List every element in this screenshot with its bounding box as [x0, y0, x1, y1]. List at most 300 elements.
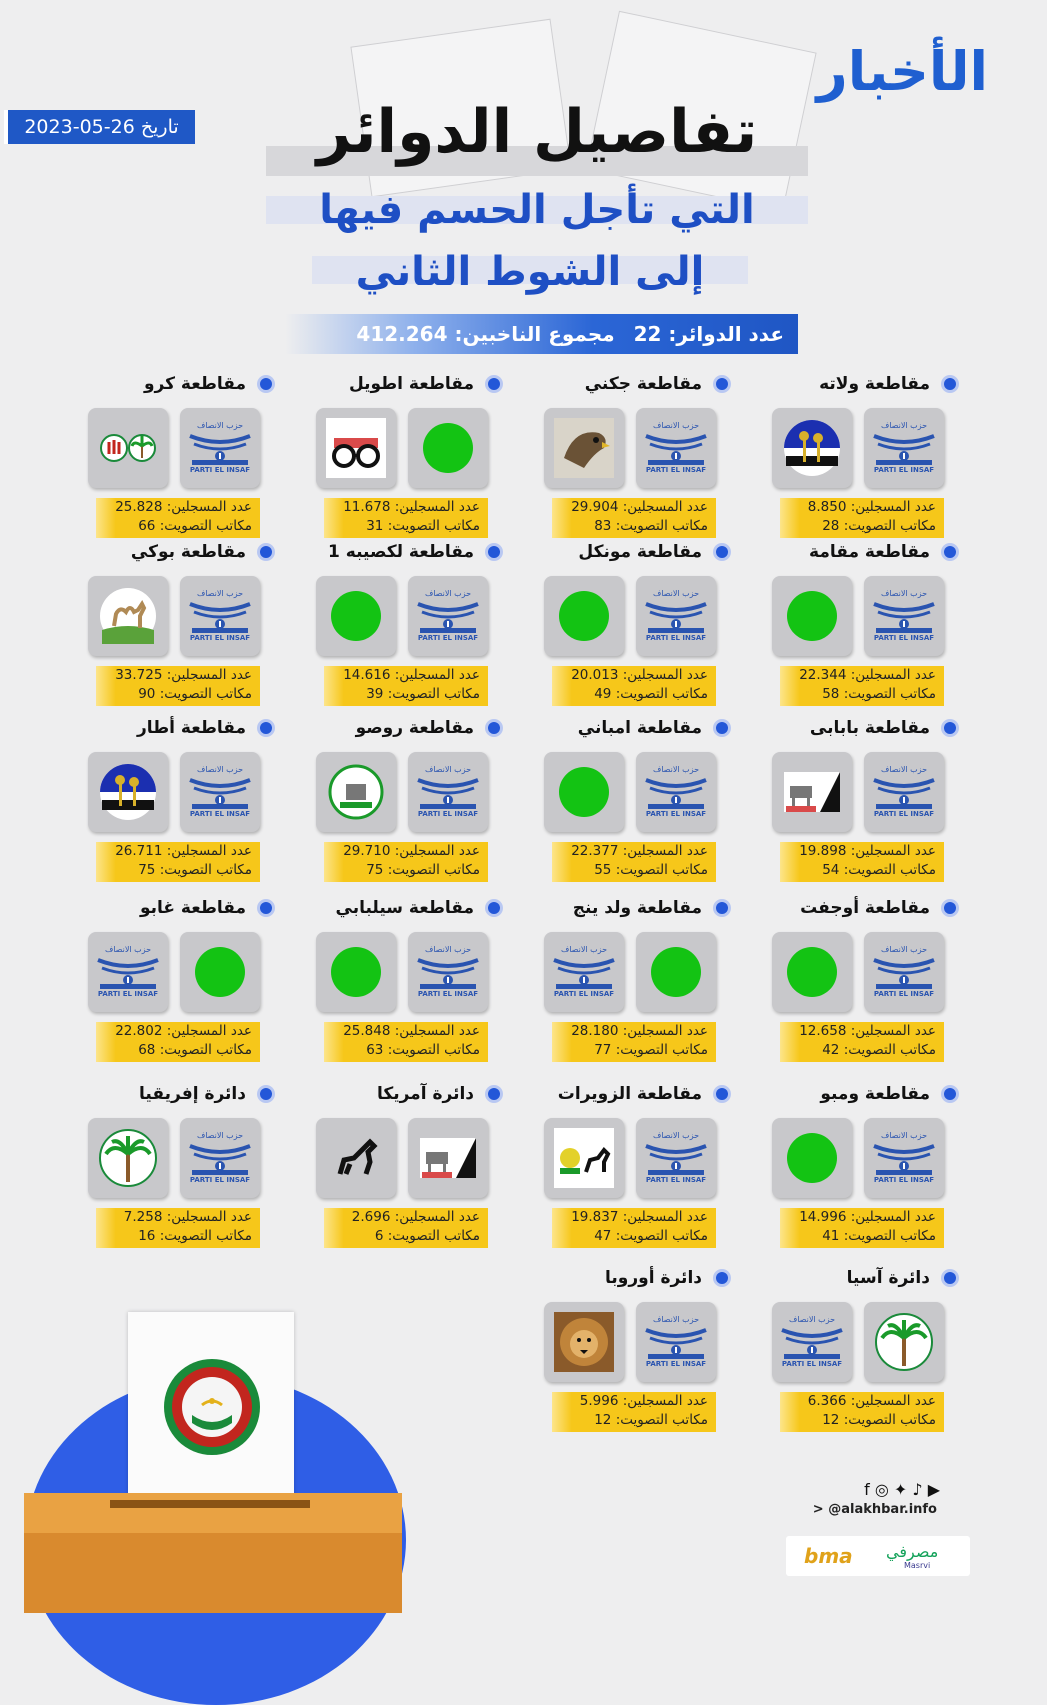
bullet-dot-icon [488, 1088, 500, 1100]
insaf-logo-top: حزب الانصاف [196, 589, 244, 598]
registered-value: 8.850 [807, 499, 847, 515]
offices-label: مكاتب التصويت: [615, 1228, 708, 1244]
offices-label: مكاتب التصويت: [159, 686, 252, 702]
offices-label: مكاتب التصويت: [387, 686, 480, 702]
insaf-scale-icon [864, 408, 944, 488]
offices-label: مكاتب التصويت: [387, 518, 480, 534]
district-info-box [324, 842, 488, 882]
party-logo-tile [408, 576, 488, 656]
party-logo-tile [316, 408, 396, 488]
registered-label: عدد المسجلين: [622, 499, 708, 515]
bullet-dot-icon [716, 546, 728, 558]
offices-value: 31 [366, 518, 384, 534]
registered-value: 28.180 [571, 1023, 619, 1039]
district-name: مقاطعة مونكل [578, 542, 702, 562]
registered-label: عدد المسجلين: [622, 1393, 708, 1409]
offices-label: مكاتب التصويت: [843, 1042, 936, 1058]
party-logo-tile [636, 932, 716, 1012]
insaf-logo-bottom: PARTI EL INSAF [553, 990, 615, 998]
insaf-logo-bottom: PARTI EL INSAF [781, 1360, 843, 1368]
party-logo-tile [180, 1118, 260, 1198]
bullet-dot-icon [944, 546, 956, 558]
insaf-party-logo [180, 408, 260, 488]
insaf-logo-bottom: PARTI EL INSAF [873, 466, 935, 474]
district-heading [92, 372, 272, 396]
district-info-box [96, 842, 260, 882]
district-card [776, 716, 956, 876]
district-heading [320, 716, 500, 740]
insaf-party-logo [864, 408, 944, 488]
registered-value: 26.711 [115, 843, 163, 859]
district-heading [776, 1266, 956, 1290]
offices-value: 83 [594, 518, 612, 534]
horse-emblem [326, 1128, 386, 1188]
bullet-dot-icon [944, 1272, 956, 1284]
insaf-logo-top: حزب الانصاف [652, 765, 700, 774]
district-heading [92, 716, 272, 740]
district-name: مقاطعة ومبو [820, 1084, 930, 1104]
insaf-logo-bottom: PARTI EL INSAF [645, 466, 707, 474]
insaf-logo-top: حزب الانصاف [880, 1131, 928, 1140]
district-card [92, 896, 272, 1056]
offices-value: 75 [138, 862, 156, 878]
offices-label: مكاتب التصويت: [615, 862, 708, 878]
district-name: مقاطعة جكني [584, 374, 702, 394]
lion-emblem [554, 1312, 614, 1372]
registered-value: 5.996 [579, 1393, 619, 1409]
district-card [548, 540, 728, 700]
district-info-box [780, 1022, 944, 1062]
insaf-logo-top: حزب الانصاف [880, 421, 928, 430]
registered-label: عدد المسجلين: [850, 667, 936, 683]
insaf-party-logo [636, 752, 716, 832]
registered-value: 11.678 [343, 499, 391, 515]
party-logo-tile [88, 576, 168, 656]
insaf-logo-top: حزب الانصاف [196, 1131, 244, 1140]
registered-value: 29.904 [571, 499, 619, 515]
district-info-box [96, 1208, 260, 1248]
party-logo-tile [864, 932, 944, 1012]
insaf-scale-icon [180, 1118, 260, 1198]
insaf-party-logo [636, 1302, 716, 1382]
registered-value: 14.616 [343, 667, 391, 683]
bullet-dot-icon [944, 1088, 956, 1100]
party-logo-tile [544, 1118, 624, 1198]
palm-emblem [874, 1312, 934, 1372]
district-info-box [552, 1022, 716, 1062]
insaf-scale-icon [408, 932, 488, 1012]
registered-label: عدد المسجلين: [850, 1209, 936, 1225]
offices-value: 42 [822, 1042, 840, 1058]
district-heading [92, 896, 272, 920]
offices-value: 58 [822, 686, 840, 702]
party-logo-tile [316, 1118, 396, 1198]
offices-value: 66 [138, 518, 156, 534]
offices-label: مكاتب التصويت: [843, 862, 936, 878]
insaf-logo-bottom: PARTI EL INSAF [189, 1176, 251, 1184]
party-logo-tile [180, 932, 260, 1012]
insaf-scale-icon [864, 576, 944, 656]
registered-label: عدد المسجلين: [622, 1023, 708, 1039]
district-info-box [552, 666, 716, 706]
green-circle-logo [331, 947, 381, 997]
district-card [776, 896, 956, 1056]
party-logo-tile [636, 752, 716, 832]
offices-value: 77 [594, 1042, 612, 1058]
registered-value: 22.377 [571, 843, 619, 859]
offices-value: 54 [822, 862, 840, 878]
insaf-logo-bottom: PARTI EL INSAF [189, 634, 251, 642]
party-logo-tile [772, 408, 852, 488]
party-logo-tile [180, 752, 260, 832]
app-horse-emblem [554, 1128, 614, 1188]
offices-value: 63 [366, 1042, 384, 1058]
district-heading [548, 896, 728, 920]
registered-label: عدد المسجلين: [850, 499, 936, 515]
district-info-box [324, 1208, 488, 1248]
insaf-logo-top: حزب الانصاف [652, 1315, 700, 1324]
registered-value: 14.996 [799, 1209, 847, 1225]
party-logo-tile [88, 1118, 168, 1198]
offices-label: مكاتب التصويت: [159, 862, 252, 878]
social-icons[interactable] [820, 1480, 940, 1500]
bullet-dot-icon [716, 1088, 728, 1100]
cow-flag-emblem [418, 1128, 478, 1188]
district-name: مقاطعة بوكي [130, 542, 246, 562]
green-circle-logo [651, 947, 701, 997]
offices-label: مكاتب التصويت: [615, 1042, 708, 1058]
registered-label: عدد المسجلين: [622, 1209, 708, 1225]
party-logo-tile [180, 576, 260, 656]
registered-value: 7.258 [123, 1209, 163, 1225]
district-info-box [552, 1392, 716, 1432]
offices-label: مكاتب التصويت: [615, 1412, 708, 1428]
insaf-party-logo [864, 576, 944, 656]
insaf-party-logo [408, 932, 488, 1012]
district-card [92, 372, 272, 532]
offices-label: مكاتب التصويت: [615, 686, 708, 702]
district-name: مقاطعة الزويرات [557, 1084, 702, 1104]
district-card [92, 540, 272, 700]
insaf-logo-bottom: PARTI EL INSAF [873, 634, 935, 642]
district-name: دائرة آمريكا [376, 1084, 474, 1104]
offices-label: مكاتب التصويت: [843, 686, 936, 702]
insaf-party-logo [180, 1118, 260, 1198]
district-info-box [96, 666, 260, 706]
offices-value: 28 [822, 518, 840, 534]
party-logo-tile [636, 408, 716, 488]
party-logo-tile [864, 1302, 944, 1382]
insaf-logo-bottom: PARTI EL INSAF [645, 1176, 707, 1184]
district-info-box [96, 1022, 260, 1062]
party-logo-tile [636, 1118, 716, 1198]
green-circle-logo [331, 591, 381, 641]
district-heading [320, 896, 500, 920]
insaf-scale-icon [772, 1302, 852, 1382]
bullet-dot-icon [716, 1272, 728, 1284]
offices-label: مكاتب التصويت: [843, 1412, 936, 1428]
district-card [776, 540, 956, 700]
party-logo-tile [544, 752, 624, 832]
registered-label: عدد المسجلين: [166, 1209, 252, 1225]
registered-value: 20.013 [571, 667, 619, 683]
district-info-box [552, 498, 716, 538]
district-heading [320, 540, 500, 564]
party-logo-tile [772, 752, 852, 832]
insaf-logo-bottom: PARTI EL INSAF [189, 466, 251, 474]
district-card [776, 1266, 956, 1426]
party-logo-tile [316, 932, 396, 1012]
palm-emblem [98, 1128, 158, 1188]
registered-value: 19.898 [799, 843, 847, 859]
insaf-scale-icon [636, 408, 716, 488]
party-logo-tile [544, 1302, 624, 1382]
district-name: مقاطعة أوجفت [800, 898, 930, 918]
district-heading [776, 896, 956, 920]
insaf-logo-bottom: PARTI EL INSAF [645, 810, 707, 818]
district-heading [320, 372, 500, 396]
insaf-scale-icon [180, 752, 260, 832]
insaf-logo-top: حزب الانصاف [652, 589, 700, 598]
district-heading [548, 1082, 728, 1106]
district-name: مقاطعة امباني [577, 718, 702, 738]
registered-value: 6.366 [807, 1393, 847, 1409]
district-name: دائرة إفريقيا [139, 1084, 246, 1104]
insaf-logo-top: حزب الانصاف [788, 1315, 836, 1324]
insaf-party-logo [180, 752, 260, 832]
subtitle-line-2: إلى الشوط الثاني [355, 249, 705, 295]
registered-value: 22.802 [115, 1023, 163, 1039]
insaf-party-logo [88, 932, 168, 1012]
registered-value: 33.725 [115, 667, 163, 683]
insaf-scale-icon [408, 752, 488, 832]
district-card [320, 540, 500, 700]
insaf-logo-top: حزب الانصاف [652, 1131, 700, 1140]
offices-value: 16 [138, 1228, 156, 1244]
registered-label: عدد المسجلين: [166, 499, 252, 515]
social-glyphs: f ◎ ✦ ♪ ▶ [864, 1480, 940, 1499]
bullet-dot-icon [944, 902, 956, 914]
district-name: مقاطعة روصو [355, 718, 474, 738]
insaf-party-logo [864, 1118, 944, 1198]
district-name: مقاطعة أطار [137, 718, 246, 738]
district-info-box [324, 666, 488, 706]
offices-value: 12 [822, 1412, 840, 1428]
district-card [320, 716, 500, 876]
bullet-dot-icon [488, 378, 500, 390]
palm-hand-emblem [98, 418, 158, 478]
keys-flag-emblem [98, 762, 158, 822]
insaf-scale-icon [636, 1302, 716, 1382]
offices-value: 41 [822, 1228, 840, 1244]
party-logo-tile [544, 408, 624, 488]
insaf-party-logo [180, 576, 260, 656]
bullet-dot-icon [260, 546, 272, 558]
lecap-emblem [326, 762, 386, 822]
insaf-party-logo [636, 1118, 716, 1198]
green-circle-logo [423, 423, 473, 473]
insaf-party-logo [544, 932, 624, 1012]
insaf-scale-icon [544, 932, 624, 1012]
ballot-box-lid [24, 1493, 402, 1533]
party-logo-tile [316, 576, 396, 656]
district-card [548, 1266, 728, 1426]
district-heading [92, 540, 272, 564]
registered-value: 29.710 [343, 843, 391, 859]
registered-label: عدد المسجلين: [850, 1393, 936, 1409]
bullet-dot-icon [488, 902, 500, 914]
district-name: مقاطعة اطويل [348, 374, 474, 394]
offices-label: مكاتب التصويت: [159, 518, 252, 534]
district-heading [776, 540, 956, 564]
registered-label: عدد المسجلين: [622, 843, 708, 859]
keys-flag-emblem [782, 418, 842, 478]
district-info-box [780, 498, 944, 538]
district-info-box [552, 842, 716, 882]
registered-label: عدد المسجلين: [622, 667, 708, 683]
party-logo-tile [772, 576, 852, 656]
registered-label: عدد المسجلين: [166, 667, 252, 683]
registered-label: عدد المسجلين: [394, 843, 480, 859]
insaf-logo-bottom: PARTI EL INSAF [873, 990, 935, 998]
district-name: مقاطعة بابابى [809, 718, 930, 738]
social-handle[interactable]: > @alakhbar.info [812, 1502, 937, 1517]
insaf-logo-bottom: PARTI EL INSAF [189, 810, 251, 818]
offices-value: 39 [366, 686, 384, 702]
green-circle-logo [195, 947, 245, 997]
insaf-party-logo [636, 408, 716, 488]
insaf-scale-icon [408, 576, 488, 656]
offices-value: 68 [138, 1042, 156, 1058]
insaf-logo-bottom: PARTI EL INSAF [97, 990, 159, 998]
insaf-logo-top: حزب الانصاف [424, 945, 472, 954]
insaf-scale-icon [864, 932, 944, 1012]
district-card [776, 1082, 956, 1242]
cow-flag-emblem [782, 762, 842, 822]
offices-value: 12 [594, 1412, 612, 1428]
party-logo-tile [636, 576, 716, 656]
district-info-box [780, 666, 944, 706]
date-badge: تاريخ 26-05-2023 [4, 110, 195, 144]
party-logo-tile [316, 752, 396, 832]
insaf-party-logo [864, 932, 944, 1012]
district-heading [548, 1266, 728, 1290]
insaf-logo-top: حزب الانصاف [560, 945, 608, 954]
insaf-logo-bottom: PARTI EL INSAF [417, 990, 479, 998]
party-logo-tile [88, 932, 168, 1012]
district-heading [92, 1082, 272, 1106]
registered-value: 12.658 [799, 1023, 847, 1039]
insaf-logo-bottom: PARTI EL INSAF [873, 810, 935, 818]
party-logo-tile [88, 408, 168, 488]
bullet-dot-icon [716, 722, 728, 734]
offices-value: 75 [366, 862, 384, 878]
page-title: تفاصيل الدوائر [316, 97, 758, 167]
party-logo-tile [180, 408, 260, 488]
offices-label: مكاتب التصويت: [387, 1042, 480, 1058]
insaf-logo-top: حزب الانصاف [196, 765, 244, 774]
masrvi-logo: مصرفي [886, 1542, 939, 1561]
registered-value: 2.696 [351, 1209, 391, 1225]
insaf-scale-icon [864, 752, 944, 832]
green-circle-logo [787, 1133, 837, 1183]
district-card [92, 716, 272, 876]
district-info-box [96, 498, 260, 538]
registered-label: عدد المسجلين: [850, 843, 936, 859]
eagle-emblem [554, 418, 614, 478]
party-logo-tile [864, 752, 944, 832]
bullet-dot-icon [944, 722, 956, 734]
district-card [548, 896, 728, 1056]
bullet-dot-icon [716, 378, 728, 390]
district-name: مقاطعة ولاته [819, 374, 930, 394]
insaf-logo-top: حزب الانصاف [880, 765, 928, 774]
registered-label: عدد المسجلين: [166, 843, 252, 859]
stats-bar [285, 314, 798, 354]
district-card [548, 372, 728, 532]
ballot-box [24, 1533, 402, 1613]
district-heading [776, 716, 956, 740]
district-name: مقاطعة غابو [139, 898, 246, 918]
offices-value: 6 [374, 1228, 384, 1244]
registered-value: 19.837 [571, 1209, 619, 1225]
offices-label: مكاتب التصويت: [843, 518, 936, 534]
offices-label: مكاتب التصويت: [159, 1228, 252, 1244]
offices-label: مكاتب التصويت: [615, 518, 708, 534]
insaf-logo-top: حزب الانصاف [424, 589, 472, 598]
insaf-logo-top: حزب الانصاف [880, 589, 928, 598]
bma-logo: bma [804, 1544, 853, 1568]
district-info-box [780, 1392, 944, 1432]
district-heading [548, 716, 728, 740]
party-logo-tile [864, 576, 944, 656]
sponsors-strip [786, 1536, 970, 1576]
bullet-dot-icon [488, 722, 500, 734]
district-info-box [780, 1208, 944, 1248]
registered-label: عدد المسجلين: [394, 1209, 480, 1225]
party-logo-tile [544, 576, 624, 656]
party-logo-tile [408, 1118, 488, 1198]
insaf-logo-top: حزب الانصاف [652, 421, 700, 430]
district-heading [548, 372, 728, 396]
district-info-box [324, 1022, 488, 1062]
insaf-party-logo [636, 576, 716, 656]
party-logo-tile [864, 408, 944, 488]
party-logo-tile [544, 932, 624, 1012]
bullet-dot-icon [260, 902, 272, 914]
insaf-scale-icon [180, 408, 260, 488]
insaf-logo-bottom: PARTI EL INSAF [417, 810, 479, 818]
district-name: مقاطعة مقامة [809, 542, 930, 562]
district-card [92, 1082, 272, 1242]
party-logo-tile [772, 1302, 852, 1382]
offices-label: مكاتب التصويت: [159, 1042, 252, 1058]
insaf-scale-icon [180, 576, 260, 656]
insaf-logo-top: حزب الانصاف [196, 421, 244, 430]
offices-value: 90 [138, 686, 156, 702]
offices-value: 49 [594, 686, 612, 702]
registered-label: عدد المسجلين: [850, 1023, 936, 1039]
offices-value: 47 [594, 1228, 612, 1244]
registered-label: عدد المسجلين: [394, 667, 480, 683]
registered-value: 22.344 [799, 667, 847, 683]
district-card [776, 372, 956, 532]
district-info-box [324, 498, 488, 538]
registered-value: 25.848 [343, 1023, 391, 1039]
insaf-logo-top: حزب الانصاف [424, 765, 472, 774]
district-name: دائرة آسيا [846, 1268, 930, 1288]
offices-label: مكاتب التصويت: [387, 1228, 480, 1244]
